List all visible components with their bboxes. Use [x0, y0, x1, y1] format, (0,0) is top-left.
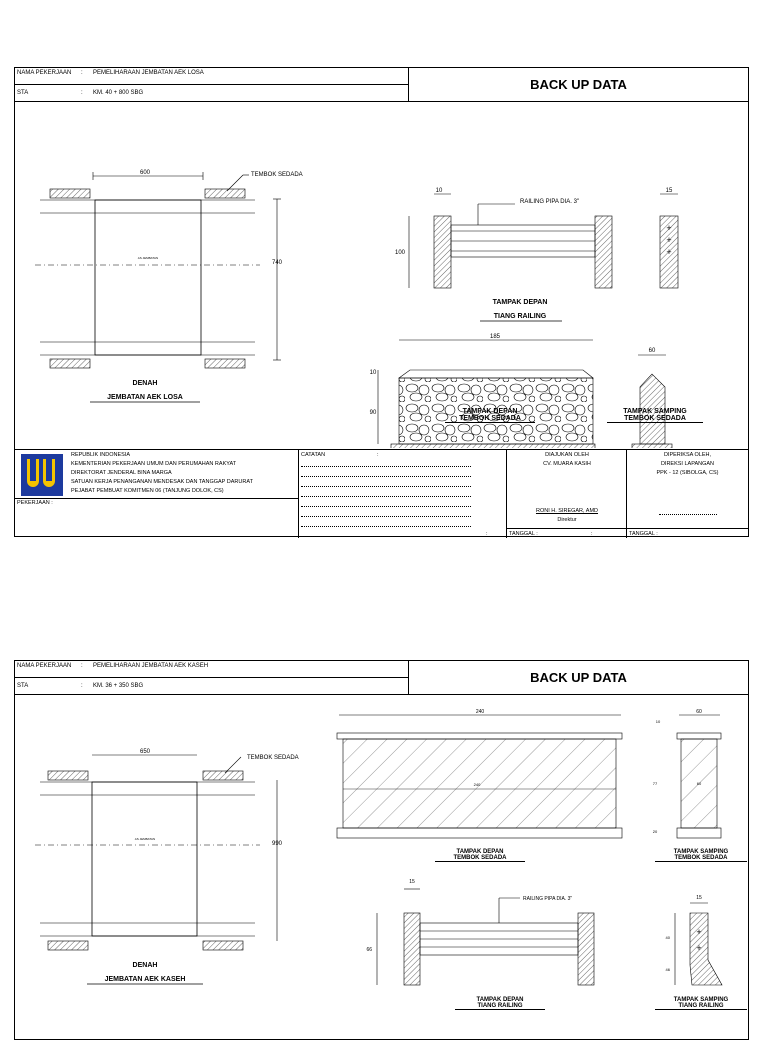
- drawing-area-2: [15, 695, 748, 1025]
- wall-length-dim: 185: [489, 334, 501, 340]
- svg-text:66: 66: [366, 947, 372, 953]
- railing-front-subtitle: TIANG RAILING: [493, 313, 547, 320]
- abutment-hatch: [50, 189, 90, 198]
- svg-text:60: 60: [696, 709, 702, 715]
- plan-length-dim: 990: [271, 841, 283, 847]
- sta-row: STA : KM. 40 + 800 SBG: [17, 90, 144, 96]
- job-name-row: NAMA PEKERJAAN : PEMELIHARAAN JEMBATAN AEK KASEH: [17, 663, 209, 669]
- header-info: [15, 68, 409, 102]
- drawing-area-1: [15, 102, 748, 448]
- post-width-dim: 10: [435, 188, 443, 194]
- svg-text:15: 15: [696, 895, 702, 901]
- abutment-hatch: [205, 359, 245, 368]
- centerline-label: AS JEMBATAN: [137, 256, 159, 260]
- plan-length-dim: 740: [271, 260, 283, 266]
- abutment-hatch: [205, 189, 245, 198]
- svg-text:+: +: [696, 927, 702, 937]
- org-line: REPUBLIK INDONESIA: [71, 452, 130, 458]
- svg-text:10: 10: [655, 719, 661, 724]
- submitted-cell: DIAJUKAN OLEH CV. MUARA KASIH RONI H. SIREGAR, AMD Direktur TANGGAL : :: [507, 450, 627, 538]
- job-name-label: NAMA PEKERJAAN: [17, 70, 72, 76]
- railing-front-title: TAMPAK DEPAN TIANG RAILING: [455, 997, 545, 1010]
- sta-value: KM. 40 + 800 SBG: [93, 90, 144, 96]
- wall-front-title: TAMPAK DEPAN TEMBOK SEDADA: [435, 849, 525, 862]
- railing-pipe-label: RAILING PIPA DIA. 3": [520, 199, 580, 205]
- org-line: KEMENTERIAN PEKERJAAN UMUM DAN PERUMAHAN RAKYAT: [71, 461, 237, 467]
- wall-side-title: TAMPAK SAMPING TEMBOK SEDADA: [607, 408, 703, 423]
- title-block: [15, 449, 748, 538]
- railing-side-view: [666, 895, 722, 985]
- post-side-width-dim: 15: [665, 188, 673, 194]
- drawing-sheet-aek-kaseh: [14, 660, 749, 1040]
- svg-text:46: 46: [665, 967, 670, 972]
- svg-text:60: 60: [696, 781, 702, 786]
- checked-cell: [627, 450, 748, 538]
- org-line: PEJABAT PEMBUAT KOMITMEN 06 (TANJUNG DOLOK, CS): [71, 488, 224, 494]
- wall-length-dim: 240: [475, 709, 485, 715]
- direksi-label: DIREKSI LAPANGAN: [660, 461, 715, 467]
- plan-subtitle: JEMBATAN AEK LOSA: [107, 394, 183, 401]
- svg-text:40: 40: [665, 935, 670, 940]
- svg-text:77: 77: [652, 781, 658, 786]
- post-height-dim: 100: [394, 250, 405, 256]
- tembok-callout: TEMBOK SEDADA: [251, 172, 303, 178]
- plan-title: DENAH: [132, 380, 158, 387]
- svg-text:240: 240: [473, 782, 481, 787]
- pekerjaan-label: PEKERJAAN :: [17, 500, 53, 506]
- svg-text:+: +: [666, 235, 672, 245]
- plan-width-dim: 600: [139, 170, 151, 176]
- org-line: SATUAN KERJA PENANGANAN MENDESAK DAN TANGGAP DARURAT: [71, 479, 253, 485]
- wall-side-width-dim: 60: [648, 348, 656, 354]
- wall-side-title: TAMPAK SAMPING TEMBOK SEDADA: [655, 849, 747, 862]
- notes-cell: CATATAN : :: [299, 450, 507, 538]
- svg-text:+: +: [696, 943, 702, 953]
- svg-text:+: +: [666, 247, 672, 257]
- sheet-title: BACK UP DATA: [409, 661, 748, 695]
- svg-text:20: 20: [652, 829, 658, 834]
- drawing-sheet-aek-losa: [14, 67, 749, 537]
- wall-side-view: [653, 709, 721, 838]
- sheet-title: BACK UP DATA: [409, 68, 748, 102]
- plan-view: [35, 749, 299, 984]
- job-name-value: PEMELIHARAAN JEMBATAN AEK KASEH: [93, 663, 209, 669]
- sta-row: STA : KM. 36 + 350 SBG: [17, 683, 144, 689]
- date-label: TANGGAL :: [509, 531, 538, 537]
- svg-text:AS JEMBATAN: AS JEMBATAN: [134, 837, 156, 841]
- date-label: TANGGAL :: [629, 531, 658, 537]
- wall-top-dim: 10: [369, 370, 377, 376]
- ppk-label: PPK - 12 (SIBOLGA, CS): [656, 470, 719, 476]
- railing-front-view: [366, 879, 594, 985]
- svg-text:+: +: [666, 223, 672, 233]
- railing-front-title: TAMPAK DEPAN: [492, 299, 548, 306]
- plan-subtitle: JEMBATAN AEK KASEH: [104, 976, 186, 983]
- wall-front-title: TAMPAK DEPAN TEMBOK SEDADA: [445, 408, 535, 423]
- wall-front-view: [337, 709, 622, 838]
- sta-value: KM. 36 + 350 SBG: [93, 683, 144, 689]
- post-left: [434, 216, 451, 288]
- company-name: CV. MUARA KASIH: [543, 461, 591, 467]
- tembok-callout: TEMBOK SEDADA: [247, 755, 299, 761]
- wall-height-dim: 90: [369, 410, 377, 416]
- abutment-hatch: [50, 359, 90, 368]
- owner-cell: [15, 450, 299, 538]
- checked-label: DIPERIKSA OLEH,: [663, 452, 712, 458]
- post-right: [595, 216, 612, 288]
- sta-label: STA: [17, 90, 29, 96]
- plan-view: [35, 170, 303, 402]
- plan-width-dim: 650: [139, 749, 151, 755]
- bridge-deck: [95, 200, 201, 355]
- wall-footing: [391, 444, 595, 448]
- signer-name: RONI H. SIREGAR, AMD: [535, 508, 599, 514]
- railing-pipe-label: RAILING PIPA DIA. 3": [523, 896, 573, 902]
- submitted-label: DIAJUKAN OLEH: [545, 452, 589, 458]
- signer-role: Direktur: [557, 517, 577, 523]
- svg-text:15: 15: [409, 879, 415, 885]
- plan-title: DENAH: [132, 962, 158, 969]
- org-line: DIREKTORAT JENDERAL BINA MARGA: [71, 470, 172, 476]
- pu-logo: [21, 454, 63, 496]
- railing-front-view: [395, 188, 678, 321]
- header-info: [15, 661, 409, 695]
- railing-side-title: TAMPAK SAMPING TIANG RAILING: [655, 997, 747, 1010]
- notes-label: CATATAN: [301, 452, 326, 458]
- job-name-row: NAMA PEKERJAAN : PEMELIHARAAN JEMBATAN AEK LOSA: [17, 70, 204, 76]
- job-name-value: PEMELIHARAAN JEMBATAN AEK LOSA: [93, 70, 204, 76]
- wall-front-view: [370, 334, 672, 448]
